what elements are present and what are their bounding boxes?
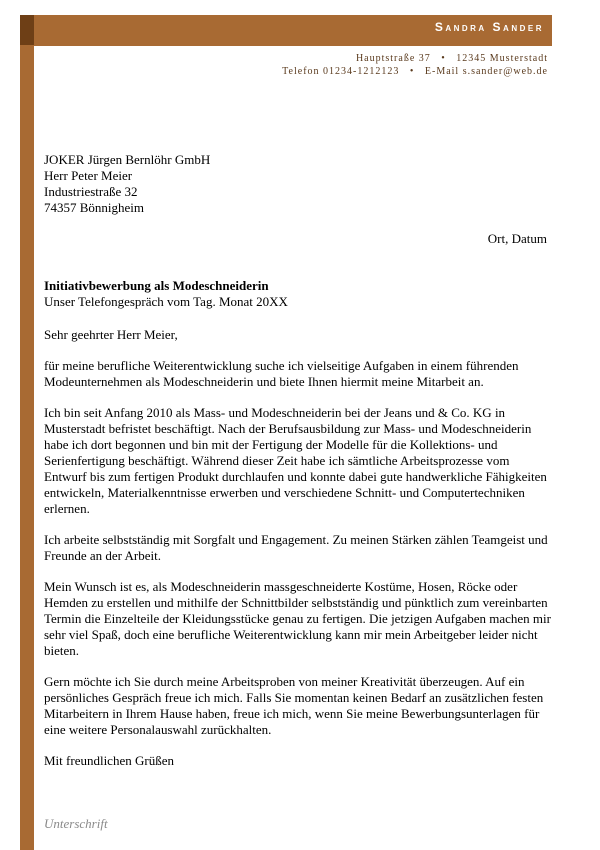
header-bar xyxy=(20,15,552,45)
subject-block xyxy=(44,278,288,310)
paragraph: Mein Wunsch ist es, als Modeschneiderin massgeschneiderte Kostüme, Hosen, Röcke oder Hemden zu erstellen und mithilfe der Schnittbilder selbstständig und pünktlich zum vereinbarten Termin die Einzelteile der Kleidungsstücke genau zu fertigen. Die jetzigen Aufgaben machen mir sehr viel Spaß, doch eine berufliche Weiterentwicklung kann mir mein Arbeitgeber leider nicht bieten. xyxy=(44,579,551,658)
recipient-street: Industriestraße 32 xyxy=(44,184,138,199)
closing: Mit freundlichen Grüßen xyxy=(44,753,174,768)
sender-contact xyxy=(282,52,548,78)
separator-dot: • xyxy=(441,53,446,64)
subject-reference: Unser Telefongespräch vom Tag. Monat 20XX xyxy=(44,294,288,309)
left-accent-bar xyxy=(20,15,34,850)
recipient-company: JOKER Jürgen Bernlöhr GmbH xyxy=(44,152,211,167)
recipient-city: 74357 Bönnigheim xyxy=(44,200,145,215)
signature: Unterschrift xyxy=(44,816,108,831)
paragraph: Gern möchte ich Sie durch meine Arbeitsproben von meiner Kreativität überzeugen. Auf ein persönliches Gespräch freue ich mich. Falls Sie momentan keinen Bedarf an zusätzlichen festen Mitarbeitern in Ihrem Hause haben, freue ich mich, wenn Sie meine Bewerbungsunterlagen für eine weitere Personalauswahl zurückhalten. xyxy=(44,674,544,737)
salutation: Sehr geehrter Herr Meier, xyxy=(44,327,178,342)
paragraph: für meine berufliche Weiterentwicklung suche ich vielseitige Aufgaben in einem führenden Modeunternehmen als Modeschneiderin und biete Ihnen hiermit meine Mitarbeit an. xyxy=(44,358,519,389)
paragraph: Ich bin seit Anfang 2010 als Mass- und Modeschneiderin bei der Jeans und & Co. KG in Musterstadt befristet beschäftigt. Nach der Berufsausbildung zur Mass- und Modeschneiderin habe ich dort begonnen und bin mit der Fertigung der Modelle für die Kollektions- und Serienfertigung beschäftigt. Während dieser Zeit habe ich sämtliche Arbeitsprozesse vom Entwurf bis zum fertigen Produkt durchlaufen und konnte dabei gute handwerkliche Fähigkeiten entwickeln, Materialkenntnisse erwerben und verschiedene Schnitt- und Computertechniken erlernen. xyxy=(44,405,547,516)
sender-street: Hauptstraße 37 xyxy=(355,53,431,64)
sender-contact-line xyxy=(282,65,548,78)
recipient-contact: Herr Peter Meier xyxy=(44,168,133,183)
sender-name: Sandra Sander xyxy=(434,20,544,34)
sender-email: E-Mail s.sander@web.de xyxy=(424,66,548,77)
header-divider xyxy=(34,45,552,46)
separator-dot: • xyxy=(409,66,415,77)
letter-body xyxy=(44,327,552,784)
paragraph: Ich arbeite selbstständig mit Sorgfalt und Engagement. Zu meinen Stärken zählen Teamgeist und Freunde an der Arbeit. xyxy=(44,532,548,563)
sender-address-line xyxy=(282,52,548,65)
sender-city: 12345 Musterstadt xyxy=(456,53,548,64)
recipient-address xyxy=(44,152,210,216)
sender-phone: Telefon 01234-1212123 xyxy=(282,66,400,77)
subject-title: Initiativbewerbung als Modeschneiderin xyxy=(44,278,269,293)
place-date: Ort, Datum xyxy=(487,231,547,246)
header-corner-square xyxy=(20,15,34,45)
